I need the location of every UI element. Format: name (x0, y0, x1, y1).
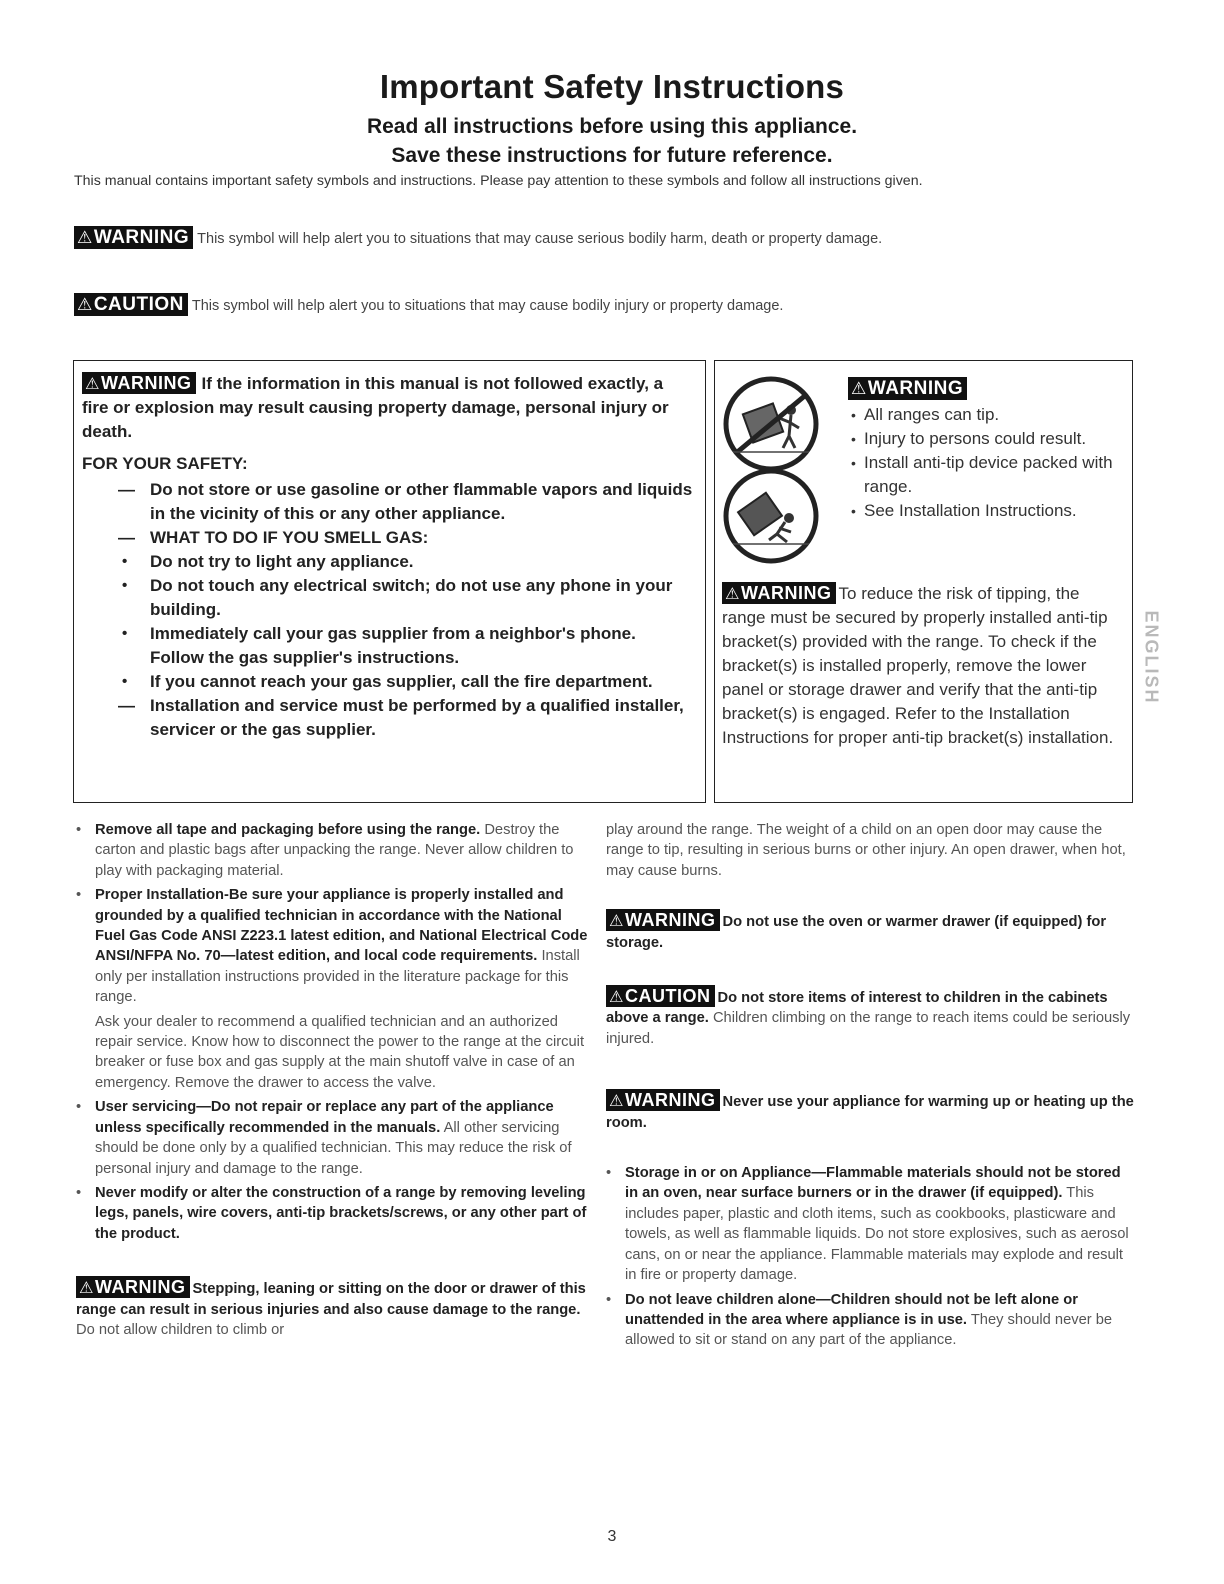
range-falling-pictogram-icon (721, 466, 821, 566)
list-item: • Proper Installation-Be sure your appliance is properly installed and grounded by a qualified technician in accordance with the National Fuel Gas Code ANSI Z223.1 latest edition, and National Electrical Code ANSI/NFPA No. 70—latest edition, and local code requirements. Install only per installation instructions provided in the literature package for this range. (76, 887, 588, 1006)
caution-triangle-icon: ⚠ (77, 295, 93, 314)
subtitle-read: Read all instructions before using this appliance. (366, 115, 858, 138)
intro-text: This manual contains important safety symbols and instructions. Please pay attention to these symbols and follow all instructions given. (74, 173, 923, 189)
cabinet-caution: ⚠CAUTION Do not store items of interest to children in the cabinets above a range. Children climbing on the range to reach items could be seriously injured. (606, 986, 1131, 1047)
safety-list (82, 478, 694, 742)
for-your-safety-heading: FOR YOUR SAFETY: (82, 454, 248, 473)
list-item: • Do not try to light any appliance. (122, 552, 414, 571)
continued-text: play around the range. The weight of a child on an open door may cause the range to tip, resulting in serious burns or other injury. An open drawer, when hot, may cause burns. (606, 822, 1126, 879)
list-item: • Storage in or on Appliance—Flammable materials should not be stored in an oven, near surface burners or in the drawer (if equipped). This includes paper, plastic and cloth items, such as cookbooks, plasticware and towels, as well as flammable liquids. Do not store explosives, such as aerosol cans, on or near the appliance. Flammable materials may explode and result in fire or property damage. (606, 1165, 1129, 1284)
tip-bullet-list (848, 403, 1128, 523)
subtitle-save: Save these instructions for future reference. (391, 144, 833, 167)
right-column (606, 820, 1136, 1355)
list-item: • Do not touch any electrical switch; do not use any phone in your building. (122, 576, 673, 619)
caution-badge: ⚠CAUTION (74, 293, 188, 316)
warning-badge: ⚠WARNING (606, 909, 720, 931)
gas-warning-content (82, 372, 694, 742)
caution-symbol-text: This symbol will help alert you to situations that may cause bodily injury or property damage. (191, 298, 784, 314)
range-tipping-pictogram-icon (721, 374, 821, 474)
warning-badge: ⚠WARNING (606, 1089, 720, 1111)
page-title: Important Safety Instructions (379, 68, 845, 105)
list-item: • All ranges can tip. (851, 405, 1000, 424)
list-item: • Never modify or alter the construction of a range by removing leveling legs, panels, wire covers, anti-tip brackets/screws, or any other part of the product. (76, 1184, 587, 1242)
warning-badge: ⚠WARNING (74, 226, 193, 249)
stepping-warning: ⚠WARNING Stepping, leaning or sitting on the door or drawer of this range can result in serious injuries and also cause damage to the range. Do not allow children to climb or (76, 1277, 586, 1338)
warning-triangle-icon: ⚠ (77, 228, 93, 247)
warning-badge: ⚠WARNING (82, 372, 196, 394)
list-item: • See Installation Instructions. (851, 501, 1077, 520)
warning-badge: ⚠WARNING (722, 582, 836, 604)
caution-symbol-row (74, 293, 1154, 316)
technician-paragraph: Ask your dealer to recommend a qualified technician and an authorized repair service. Know how to disconnect the power to the range at the circuit breaker or fuse box and gas supply at the main shutoff valve in case of an emergency. Remove the drawer to access the valve. (95, 1013, 585, 1091)
list-item: • Injury to persons could result. (851, 429, 1087, 448)
warning-badge: ⚠WARNING (848, 377, 967, 400)
list-item: • User servicing—Do not repair or replace any part of the appliance unless specifically recommended in the manuals. All other servicing should be done only by a qualified technician. This may reduce the risk of personal injury and damage to the range. (76, 1099, 572, 1177)
warning-triangle-icon: ⚠ (609, 1092, 625, 1111)
storage-warning: ⚠WARNING Do not use the oven or warmer drawer (if equipped) for storage. (606, 910, 1107, 951)
warning-triangle-icon: ⚠ (851, 379, 867, 398)
warning-triangle-icon: ⚠ (85, 375, 101, 393)
list-item: — Installation and service must be performed by a qualified installer, servicer or the gas supplier. (118, 696, 684, 739)
warning-triangle-icon: ⚠ (609, 912, 625, 931)
list-item: • Immediately call your gas supplier from a neighbor's phone. Follow the gas supplier's instructions. (122, 624, 636, 667)
heating-warning: ⚠WARNING Never use your appliance for warming up or heating up the room. (606, 1090, 1134, 1131)
warning-triangle-icon: ⚠ (725, 585, 741, 603)
warning-symbol-text: This symbol will help alert you to situations that may cause serious bodily harm, death or property damage. (197, 231, 883, 247)
warning-badge: ⚠WARNING (76, 1276, 190, 1298)
list-item: — WHAT TO DO IF YOU SMELL GAS: (118, 528, 429, 547)
caution-triangle-icon: ⚠ (609, 988, 625, 1007)
list-item: • If you cannot reach your gas supplier, call the fire department. (122, 672, 653, 691)
warning-symbol-row (74, 226, 1154, 249)
language-side-label: ENGLISH (1141, 610, 1162, 705)
anti-tip-warning-paragraph: ⚠WARNING To reduce the risk of tipping, the range must be secured by properly installed anti-tip bracket(s) provided with the range. To check if the bracket(s) is installed properly, remove the lower panel or storage drawer and verify that the anti-tip bracket(s) is engaged. Refer to the Installation Instructions for proper anti-tip bracket(s) installation. (722, 583, 1114, 747)
list-item: • Do not leave children alone—Children should not be left alone or unattended in the area where appliance is in use. They should never be allowed to sit or stand on any part of the appliance. (606, 1291, 1113, 1349)
left-column (76, 820, 596, 1340)
caution-badge: ⚠CAUTION (606, 985, 715, 1007)
list-item: — Do not store or use gasoline or other flammable vapors and liquids in the vicinity of this or any other appliance. (118, 480, 693, 523)
gas-warning-lead: If the information in this manual is not followed exactly, a fire or explosion may result causing property damage, personal injury or death. (82, 374, 669, 441)
list-item: • Remove all tape and packaging before using the range. Destroy the carton and plastic bags after unpacking the range. Never allow children to play with packaging material. (76, 822, 574, 879)
list-item: • Install anti-tip device packed with range. (851, 453, 1113, 496)
page-number: 3 (607, 1528, 617, 1545)
warning-triangle-icon: ⚠ (79, 1279, 95, 1298)
